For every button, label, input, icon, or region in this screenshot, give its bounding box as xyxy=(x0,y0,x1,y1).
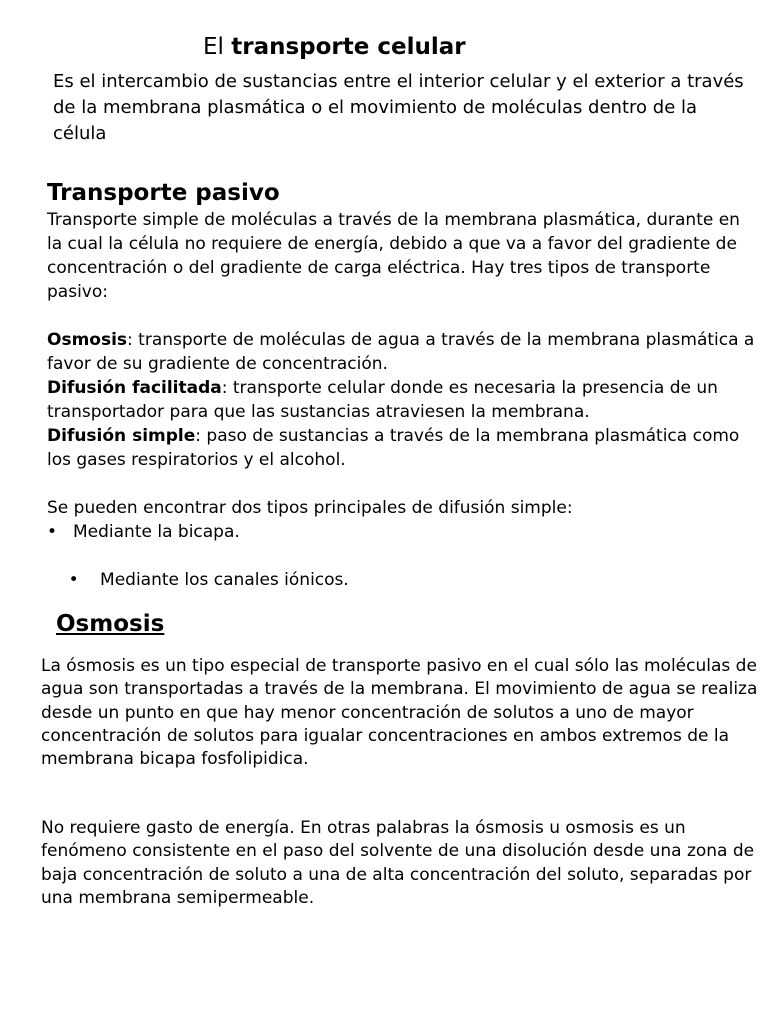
bullet-dot: • xyxy=(47,522,58,542)
bullet-text: Mediante la bicapa. xyxy=(73,522,240,542)
type-difusion-simple xyxy=(47,424,757,472)
type-definition: : transporte de moléculas de agua a través de la membrana plasmática a favor de su gradiente de concentración. xyxy=(47,330,755,374)
title-bold: transporte celular xyxy=(231,34,466,60)
osmosis-paragraph-2: No requiere gasto de energía. En otras palabras la ósmosis u osmosis es un fenómeno consistente en el paso del solvente de una disolución desde una zona de baja concentración de soluto a una de alta concentración del soluto, separadas por una membrana semipermeable. xyxy=(41,818,755,908)
document-title xyxy=(203,32,466,62)
intro-paragraph: Es el intercambio de sustancias entre el interior celular y el exterior a través de la membrana plasmática o el movimiento de moléculas dentro de la célula xyxy=(53,71,744,144)
type-osmosis xyxy=(47,328,757,376)
type-definition: : paso de sustancias a través de la membrana plasmática como los gases respiratorios y el alcohol. xyxy=(47,426,740,470)
osmosis-paragraph-1: La ósmosis es un tipo especial de transporte pasivo en el cual sólo las moléculas de agua son transportadas a través de la membrana. El movimiento de agua se realiza desde un punto en que hay menor concentración de solutos a uno de mayor concentración de solutos para igualar concentraciones en ambos extremos de la membrana bicapa fosfolipidica. xyxy=(41,656,758,770)
type-term: Difusión facilitada xyxy=(47,378,222,398)
bullet-item xyxy=(47,520,757,544)
spacer xyxy=(47,472,757,496)
bullet-item xyxy=(47,544,757,616)
type-definition: : transporte celular donde es necesaria la presencia de un transportador para que las sustancias atraviesen la membrana. xyxy=(47,378,718,422)
type-term: Difusión simple xyxy=(47,426,196,446)
bullet-dot: • xyxy=(68,570,79,590)
section-transporte-pasivo xyxy=(47,208,757,616)
title-prefix: El xyxy=(203,34,224,60)
heading-transporte-pasivo: Transporte pasivo xyxy=(47,180,280,206)
type-difusion-facilitada xyxy=(47,376,757,424)
pasivo-description: Transporte simple de moléculas a través de la membrana plasmática, durante en la cual la célula no requiere de energía, debido a que va a favor del gradiente de concentración o del gradiente de carga eléctrica. Hay tres tipos de transporte pasivo: xyxy=(47,210,740,302)
spacer xyxy=(47,304,757,328)
type-term: Osmosis xyxy=(47,330,128,350)
heading-osmosis: Osmosis xyxy=(56,611,165,637)
difusion-intro: Se pueden encontrar dos tipos principales de difusión simple: xyxy=(47,498,573,518)
bullet-text: Mediante los canales iónicos. xyxy=(94,570,349,590)
